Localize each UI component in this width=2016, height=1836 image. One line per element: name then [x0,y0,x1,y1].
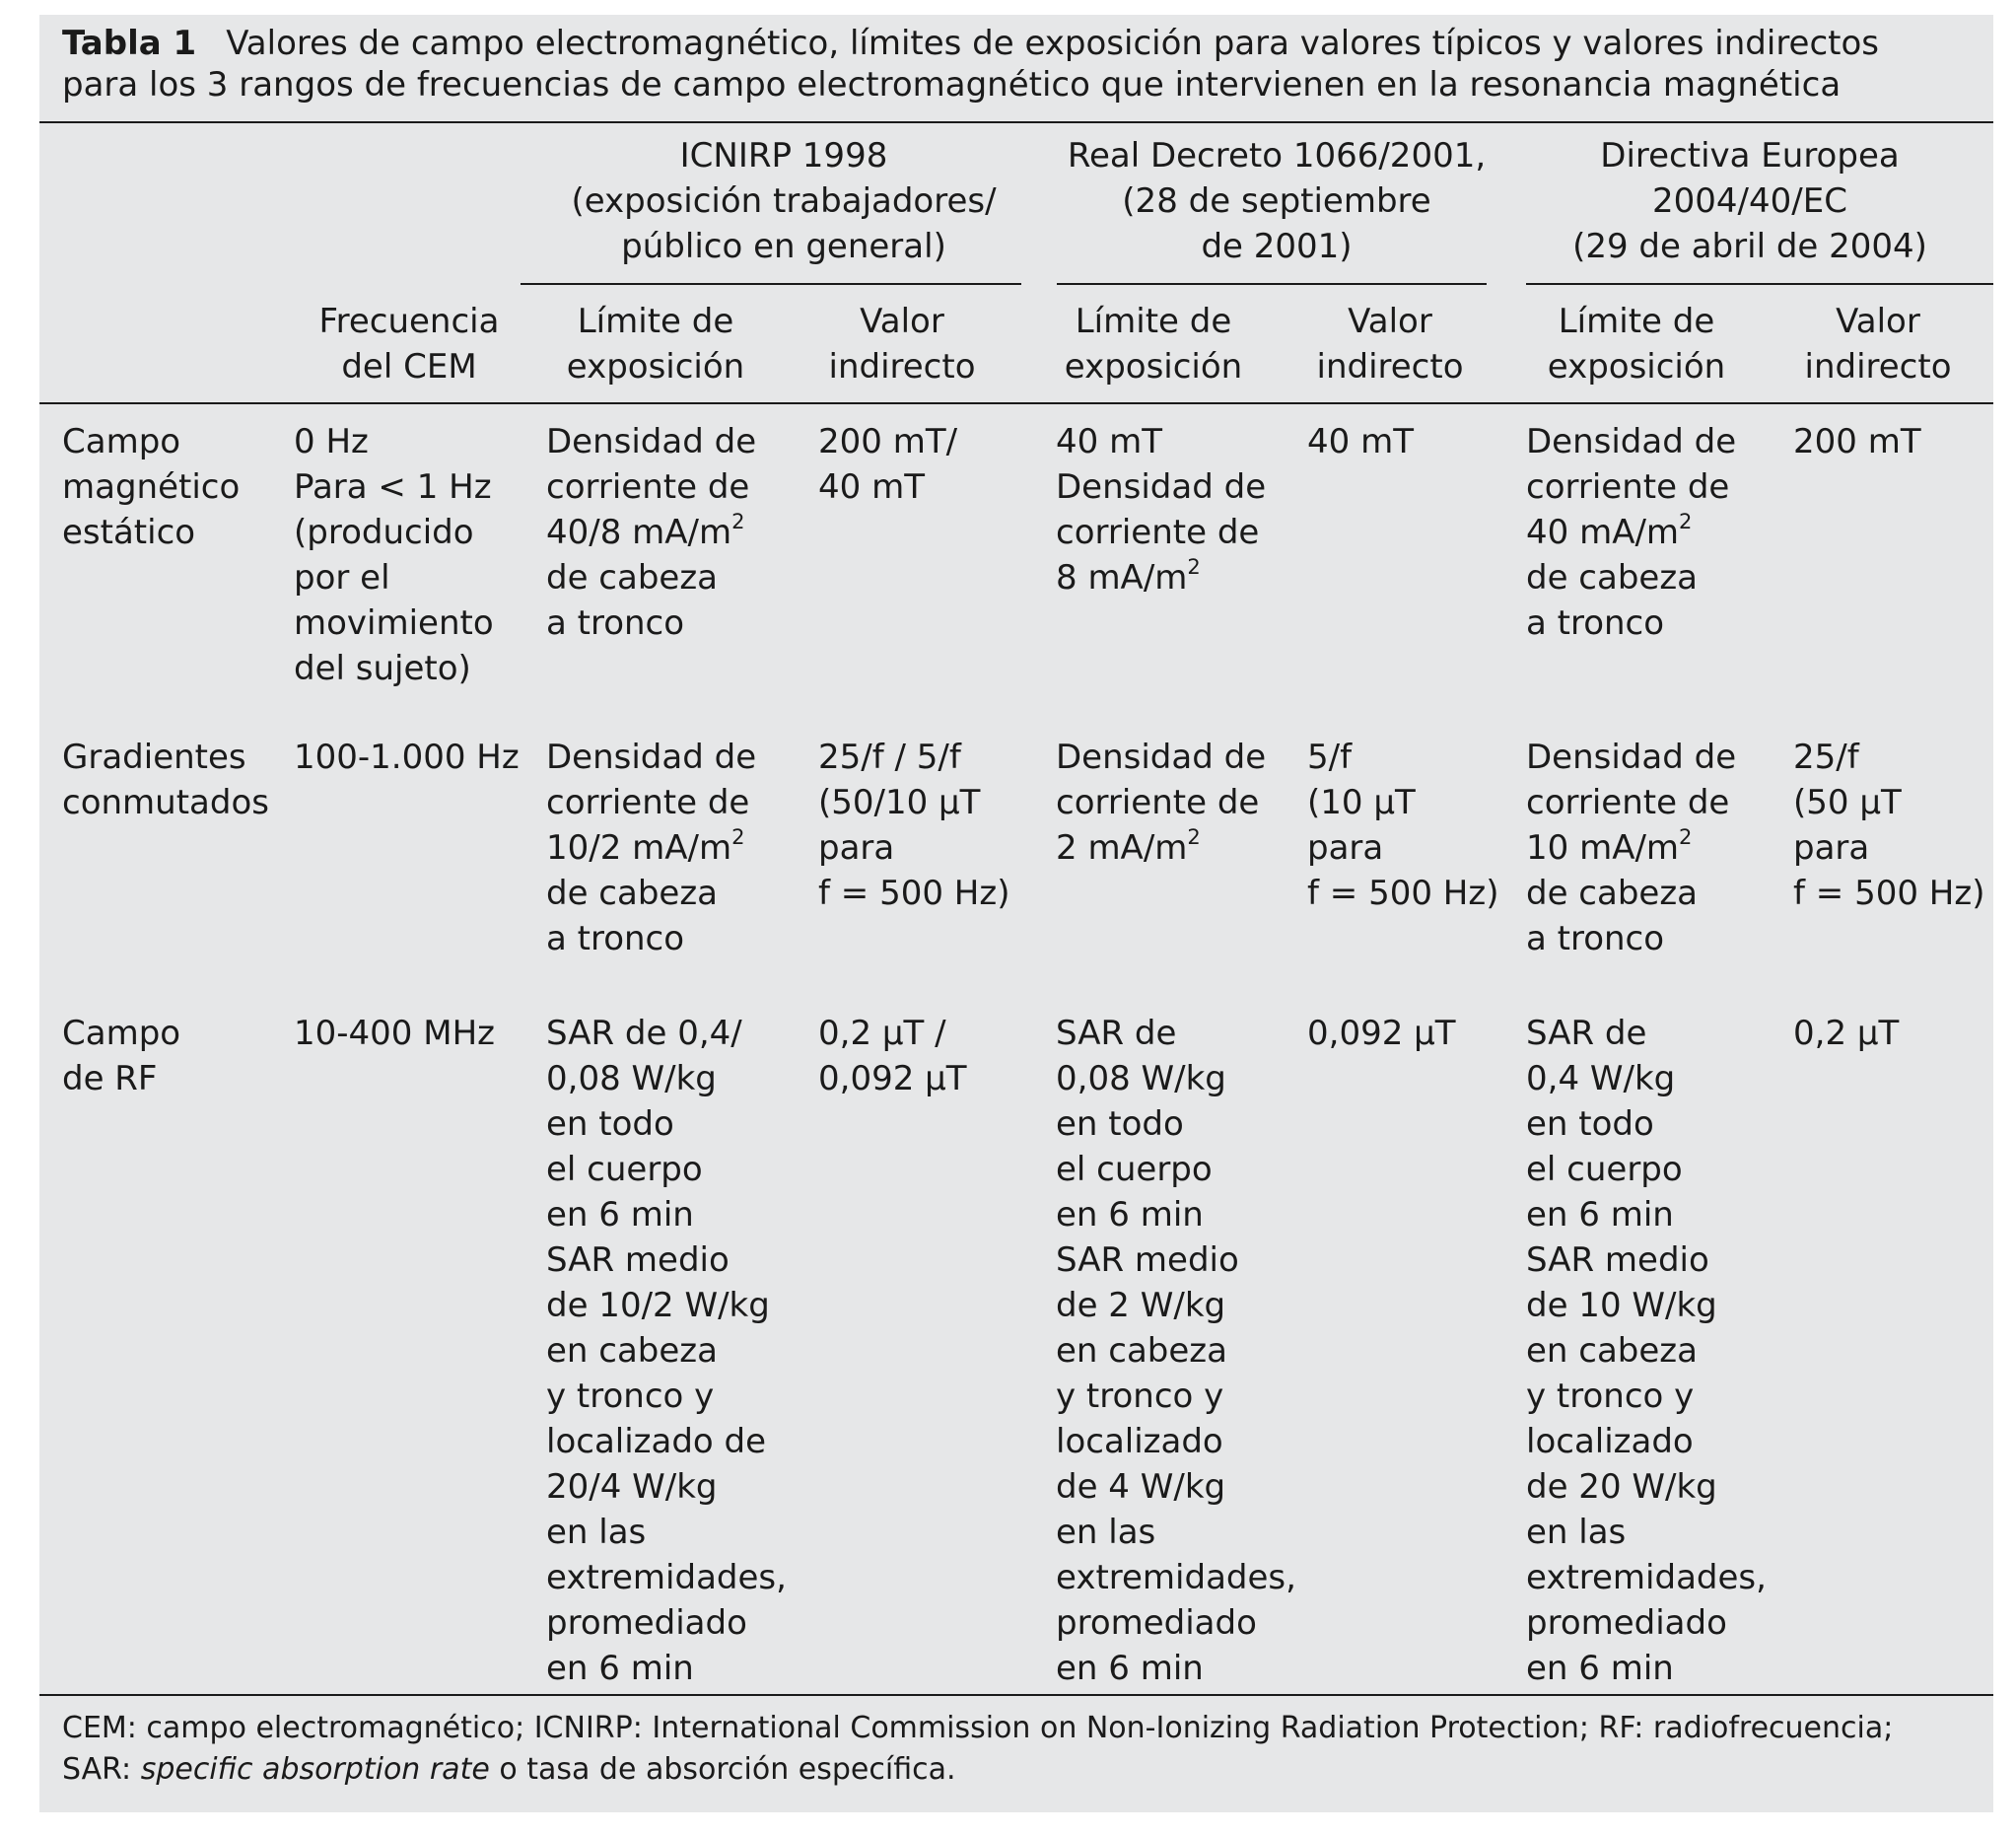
cell-rd-limite: 40 mT Densidad de corriente de 8 $mA/m^2$ [1056,422,1267,598]
footnote-line-1: CEM: campo electromagnético; ICNIRP: International Commission on Non-Ionizing Radiation Protection; RF: radiofrecuencia; [62,1711,1894,1745]
group-icnirp-line3: público en general) [621,227,946,266]
col-frecuencia-header [291,299,527,389]
row-label: Campo de RF [62,1014,181,1098]
group-eu-line3: (29 de abril de 2004) [1572,227,1927,266]
cell-icnirp-valor: 25/f / 5/f (50/10 µT para f = 500 Hz) [818,738,1010,913]
col-limite-line1: Límite de [1558,302,1715,341]
col-rd-limite-header [1040,299,1267,389]
col-rd-valor-header [1277,299,1503,389]
cell-icnirp-valor: 0,2 µT / 0,092 µT [818,1014,967,1098]
row-label: Campo magnético estático [62,422,241,552]
cell-eu-limite: Densidad de corriente de 40 $mA/m^2$ de cabeza a tronco [1526,422,1737,643]
superscript-2: 2 [1679,509,1693,533]
col-eu-valor-header [1765,299,1991,389]
cell-eu-valor: 25/f (50 µT para f = 500 Hz) [1793,738,1985,913]
col-icnirp-limite-header [542,299,769,389]
group-eu-line1: Directiva Europea [1600,136,1900,176]
group-rd-line3: de 2001) [1201,227,1353,266]
group-rd-line2: (28 de septiembre [1122,181,1431,221]
col-limite-line1: Límite de [1075,302,1232,341]
cell-rd-valor: 0,092 µT [1307,1014,1456,1053]
cell-rd-valor: 5/f (10 µT para f = 500 Hz) [1307,738,1499,913]
table-footnote [62,1708,1893,1791]
superscript-2: 2 [1187,824,1201,849]
cell-eu-valor: 200 mT [1793,422,1921,461]
group-icnirp-line1: ICNIRP 1998 [679,136,888,176]
row-label: Gradientes conmutados [62,738,269,822]
col-icnirp-valor-header [789,299,1015,389]
cell-frecuencia: 0 Hz Para < 1 Hz (producido por el movimiento del sujeto) [294,422,494,688]
superscript-2: 2 [731,824,745,849]
group-icnirp-rule [521,283,1021,285]
top-rule [39,121,1993,123]
col-frecuencia-line1: Frecuencia [318,302,500,341]
cell-eu-limite: SAR de 0,4 W/kg en todo el cuerpo en 6 min SAR medio de 10 W/kg en cabeza y tronco y localizado de 20 W/kg en las extremidades, promediado en 6 min [1526,1014,1767,1688]
cell-rd-limite: SAR de 0,08 W/kg en todo el cuerpo en 6 min SAR medio de 2 W/kg en cabeza y tronco y localizado de 4 W/kg en las extremidades, promediado en 6 min [1056,1014,1296,1688]
cell-frecuencia: 10-400 MHz [294,1014,495,1053]
group-icnirp-header [518,133,1050,269]
group-icnirp-line2: (exposición trabajadores/ [571,181,997,221]
bottom-rule [39,1694,1993,1696]
superscript-2: 2 [1679,824,1693,849]
group-rd-header [1055,133,1498,269]
cell-eu-limite: Densidad de corriente de 10 $mA/m^2$ de cabeza a tronco [1526,738,1737,958]
table-caption [62,23,1984,106]
col-valor-line1: Valor [860,302,944,341]
footnote-line-2: SAR: specific absorption rate o tasa de absorción específica. [62,1752,956,1787]
caption-line-2: para los 3 rangos de frecuencias de campo electromagnético que intervienen en la resonancia magnética [62,65,1842,105]
col-eu-limite-header [1523,299,1750,389]
superscript-2: 2 [1187,554,1201,579]
cell-frecuencia: 100-1.000 Hz [294,738,520,777]
group-eu-header [1518,133,1981,269]
cell-icnirp-limite: SAR de 0,4/ 0,08 W/kg en todo el cuerpo en 6 min SAR medio de 10/2 W/kg en cabeza y tronco y localizado de 20/4 W/kg en las extremidades, promediado en 6 min [546,1014,787,1688]
cell-eu-valor: 0,2 µT [1793,1014,1900,1053]
col-valor-line2: indirecto [1804,347,1952,387]
group-eu-rule [1526,283,1993,285]
cell-icnirp-limite: Densidad de corriente de 40/8 $mA/m^2$ de cabeza a tronco [546,422,757,643]
col-valor-line2: indirecto [828,347,976,387]
col-valor-line1: Valor [1348,302,1432,341]
group-eu-line2: 2004/40/EC [1652,181,1847,221]
superscript-2: 2 [731,509,745,533]
table-panel [39,15,1993,1812]
header-rule [39,402,1993,404]
col-frecuencia-line2: del CEM [341,347,477,387]
caption-line-1: Valores de campo electromagnético, límites de exposición para valores típicos y valores indirectos [226,24,1880,63]
col-limite-line2: exposición [566,347,745,387]
cell-rd-valor: 40 mT [1307,422,1414,461]
col-valor-line1: Valor [1836,302,1920,341]
col-valor-line2: indirecto [1316,347,1464,387]
table-label: Tabla 1 [62,24,197,63]
cell-rd-limite: Densidad de corriente de 2 $mA/m^2$ [1056,738,1267,868]
group-rd-line1: Real Decreto 1066/2001, [1067,136,1487,176]
cell-icnirp-valor: 200 mT/ 40 mT [818,422,958,507]
col-limite-line2: exposición [1064,347,1243,387]
cell-icnirp-limite: Densidad de corriente de 10/2 $mA/m^2$ de cabeza a tronco [546,738,757,958]
group-rd-rule [1057,283,1487,285]
col-limite-line2: exposición [1547,347,1726,387]
col-limite-line1: Límite de [577,302,734,341]
